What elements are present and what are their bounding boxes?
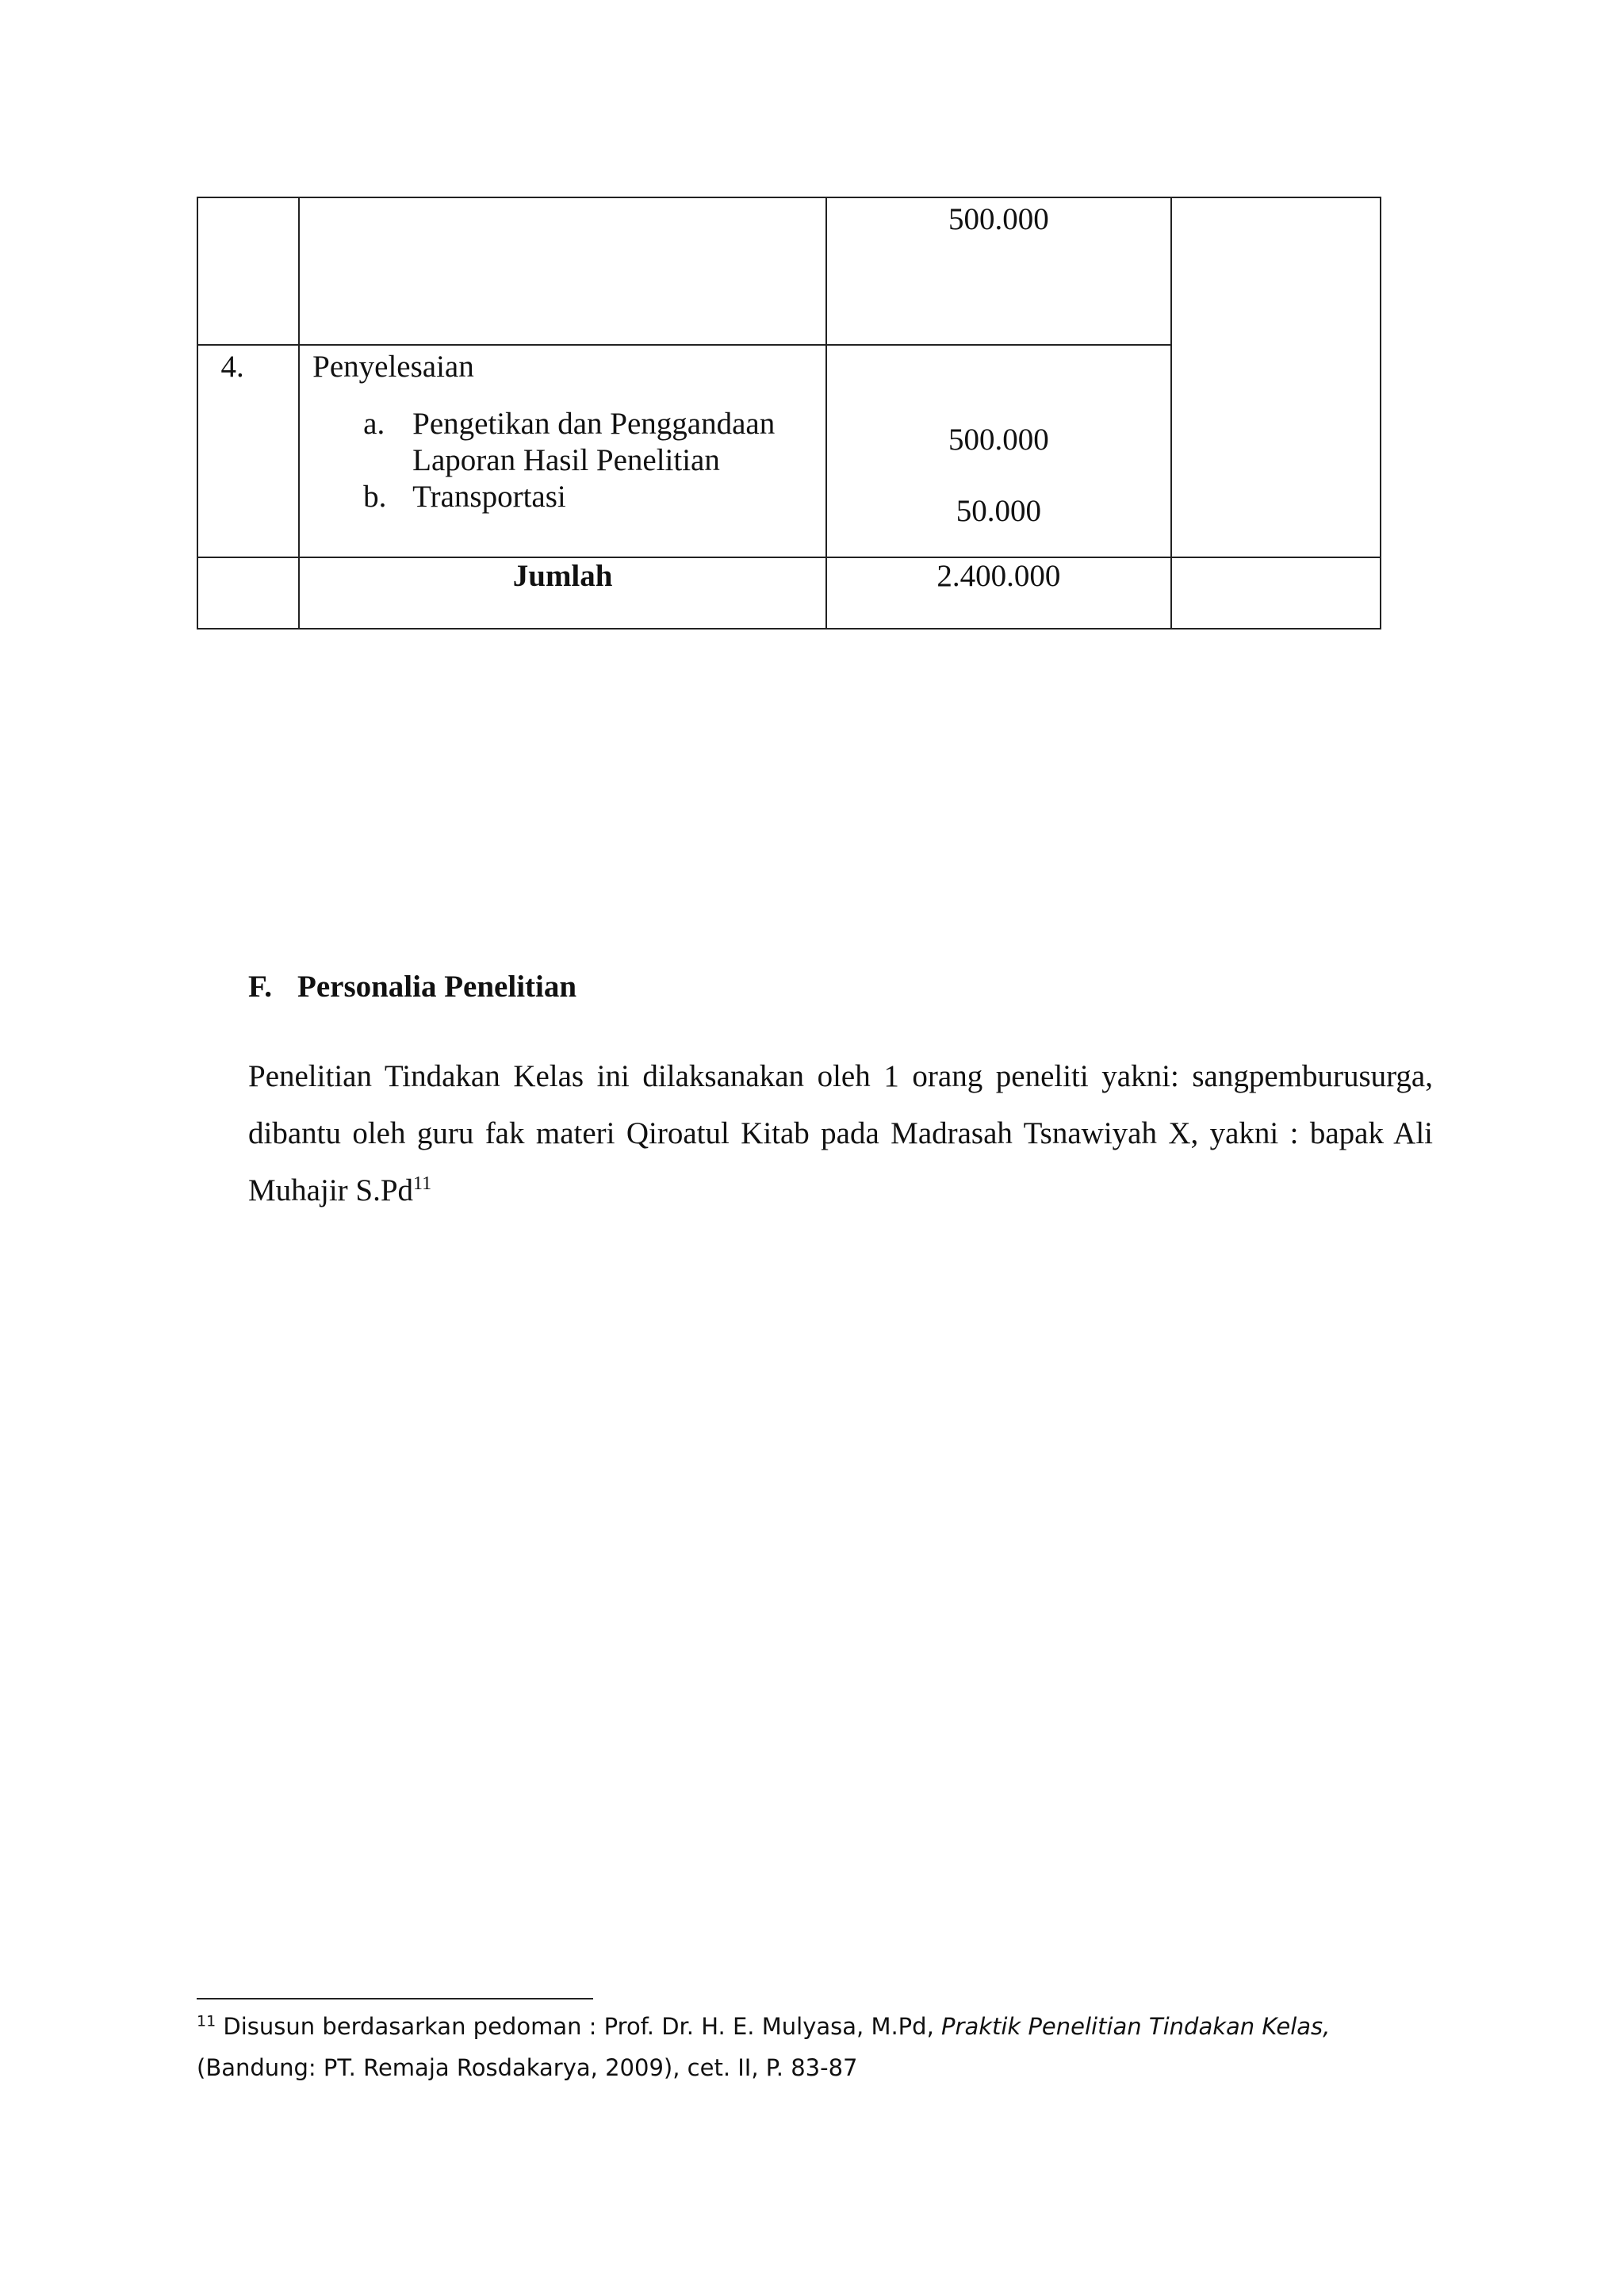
- total-amount: 2.400.000: [826, 557, 1171, 629]
- row-number-cell: [197, 557, 299, 629]
- table-row-total: [197, 557, 1381, 629]
- row-number: 4.: [220, 350, 244, 384]
- footnote-book-title: Praktik Penelitian Tindakan Kelas,: [941, 2013, 1331, 2040]
- list-item-text: Pengetikan dan Penggandaan Laporan Hasil Penelitian: [412, 407, 776, 477]
- list-item: [300, 479, 825, 515]
- amount-value: 50.000: [956, 494, 1041, 528]
- row-number-cell: [197, 345, 299, 557]
- list-marker: a.: [363, 407, 385, 441]
- list-item-text: Transportasi: [412, 480, 566, 514]
- amount-value: 500.000: [948, 202, 1049, 236]
- description-cell: [299, 345, 826, 557]
- footnote-number: 11: [197, 2012, 216, 2030]
- footnote-reference: 11: [413, 1173, 432, 1194]
- remark-cell: [1171, 197, 1381, 557]
- list-marker: b.: [363, 480, 387, 514]
- section-letter: F.: [248, 970, 272, 1004]
- total-label: Jumlah: [299, 557, 826, 629]
- table-row: [197, 197, 1381, 345]
- section-paragraph: [248, 1048, 1433, 1219]
- paragraph-text: Penelitian Tindakan Kelas ini dilaksanakan oleh 1 orang peneliti yakni: sangpemburusurga, dibantu oleh guru fak materi Qiroatul Kitab pada Madrasah Tsnawiyah X, yakni : bapak Ali Muhajir S.Pd: [248, 1059, 1433, 1207]
- section-heading: [248, 969, 576, 1005]
- amount-stack: [827, 346, 1170, 530]
- item-heading: Penyelesaian: [312, 350, 474, 384]
- description-cell: [299, 197, 826, 345]
- row-number-cell: [197, 197, 299, 345]
- amount-cell: [826, 345, 1171, 557]
- footnote: [197, 2006, 1418, 2088]
- amount-value: 500.000: [948, 423, 1049, 457]
- list-item: [300, 406, 825, 479]
- sub-item-list: [300, 406, 825, 515]
- footnote-suffix: (Bandung: PT. Remaja Rosdakarya, 2009), cet. II, P. 83-87: [197, 2054, 858, 2081]
- remark-cell: [1171, 557, 1381, 629]
- budget-table: [197, 197, 1381, 629]
- footnote-divider: [197, 1998, 593, 1999]
- amount-cell: [826, 197, 1171, 345]
- section-title: Personalia Penelitian: [297, 970, 577, 1004]
- footnote-prefix: Disusun berdasarkan pedoman : Prof. Dr. H. E. Mulyasa, M.Pd,: [216, 2013, 942, 2040]
